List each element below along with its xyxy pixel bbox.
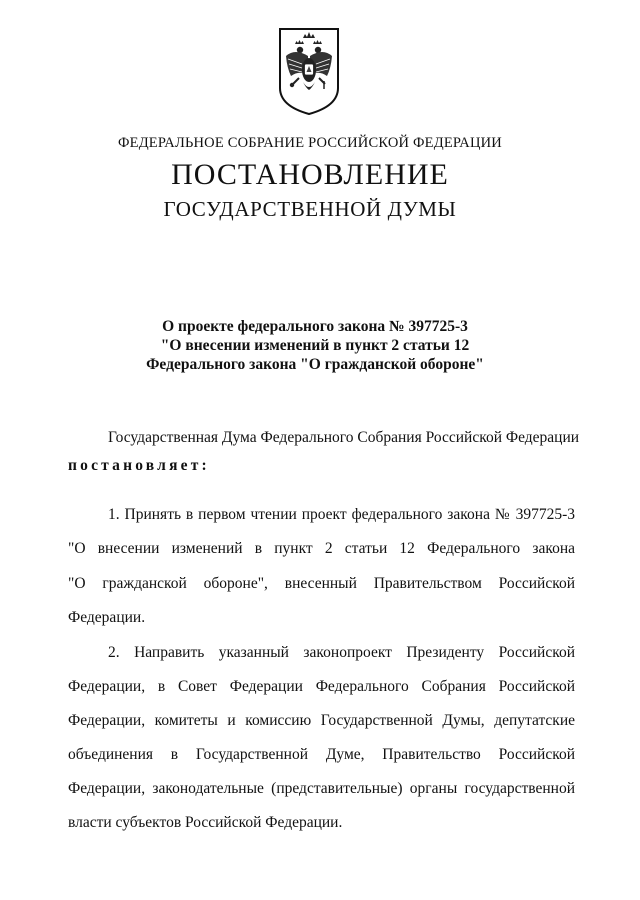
document-issuer-title: ГОСУДАРСТВЕННОЙ ДУМЫ xyxy=(163,197,457,221)
item-2-line: Федерации, комитеты и комиссию Государственной Думы, депутатские xyxy=(68,712,575,729)
subject-line: "О внесении изменений в пункт 2 статьи 12 xyxy=(160,337,470,354)
item-1-line: 1. Принять в первом чтении проект федерального закона № 397725-3 xyxy=(108,506,575,523)
item-2-line: власти субъектов Российской Федерации. xyxy=(68,814,343,831)
preamble-text: Государственная Дума Федерального Собрания Российской Федерации xyxy=(108,429,580,446)
item-2-line: объединения в Государственной Думе, Правительство Российской xyxy=(68,746,575,763)
organization-name: ФЕДЕРАЛЬНОЕ СОБРАНИЕ РОССИЙСКОЙ ФЕДЕРАЦИИ xyxy=(118,135,502,151)
subject-line: Федерального закона "О гражданской обороне" xyxy=(146,356,484,373)
item-1-line: "О гражданской обороне", внесенный Правительством Российской xyxy=(68,575,575,592)
item-1-line: Федерации. xyxy=(68,609,146,626)
coat-of-arms-emblem xyxy=(277,26,341,116)
subject-line: О проекте федерального закона № 397725-3 xyxy=(162,318,468,335)
item-1-line: "О внесении изменений в пункт 2 статьи 12 Федерального закона xyxy=(68,540,575,557)
resolves-keyword: постановляет: xyxy=(68,457,210,474)
document-subject xyxy=(0,317,630,374)
document-type-title: ПОСТАНОВЛЕНИЕ xyxy=(171,158,449,191)
item-2-line: 2. Направить указанный законопроект Президенту Российской xyxy=(108,644,575,661)
item-2-line: Федерации, в Совет Федерации Федерального Собрания Российской xyxy=(68,678,575,695)
item-2-line: Федерации, законодательные (представительные) органы государственной xyxy=(68,780,575,797)
